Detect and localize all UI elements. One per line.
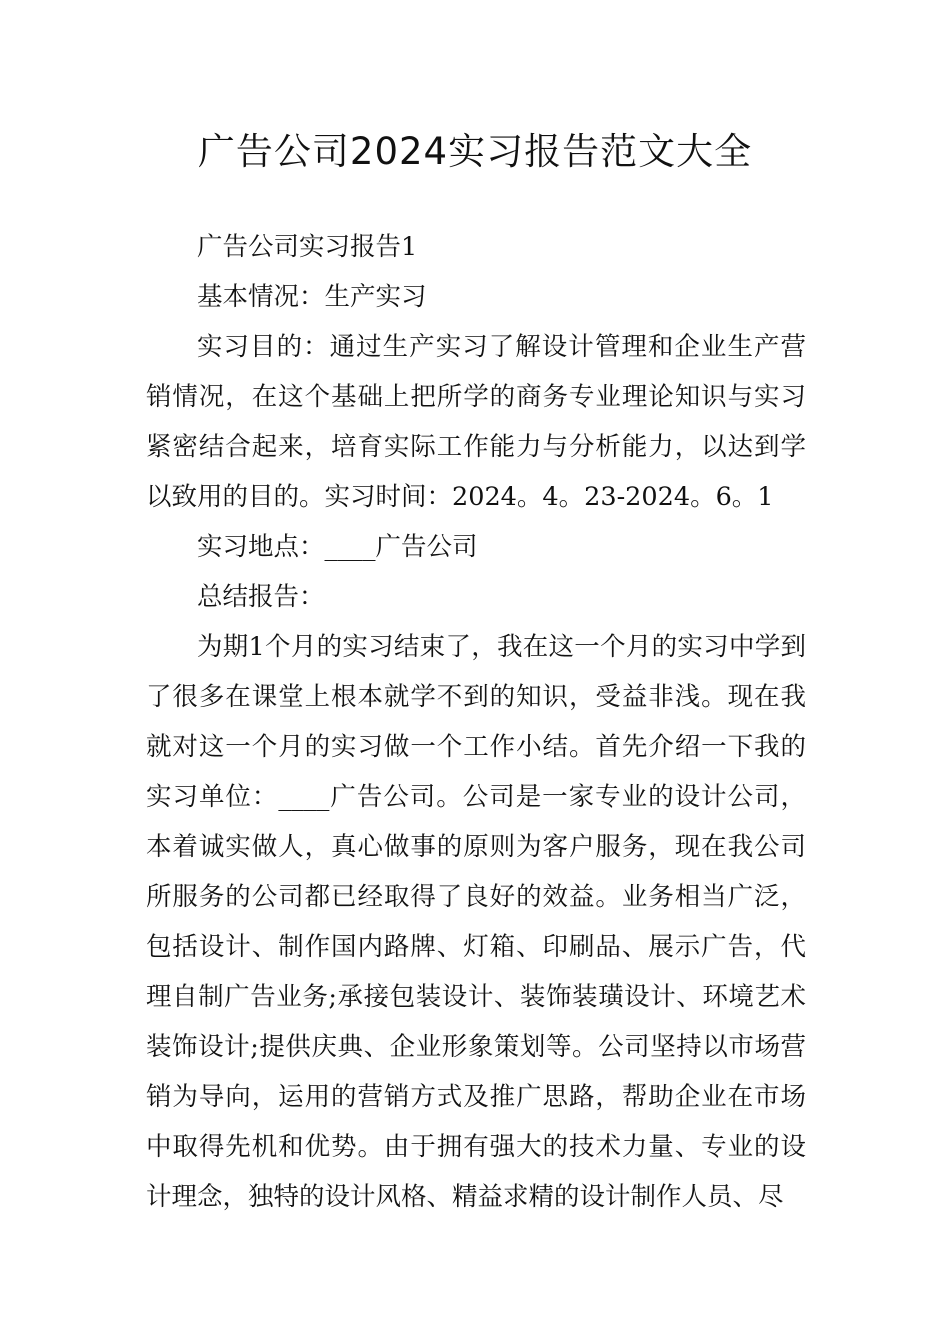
paragraph-report-heading: 广告公司实习报告1 (197, 232, 418, 262)
document-body (146, 222, 806, 1222)
paragraph-location: 实习地点：____广告公司 (197, 532, 478, 562)
paragraph-purpose: 实习目的：通过生产实习了解设计管理和企业生产营销情况，在这个基础上把所学的商务专业理论知识与实习紧密结合起来，培育实际工作能力与分析能力，以达到学以致用的目的。实习时间：2024。4。23-2024。6。1 (146, 332, 806, 512)
paragraph-basic-info: 基本情况：生产实习 (197, 282, 427, 312)
document-title: 广告公司2024实习报告范文大全 (197, 130, 753, 173)
paragraph-summary-body: 为期1个月的实习结束了，我在这一个月的实习中学到了很多在课堂上根本就学不到的知识，受益非浅。现在我就对这一个月的实习做一个工作小结。首先介绍一下我的实习单位：____广告公司。公司是一家专业的设计公司，本着诚实做人，真心做事的原则为客户服务，现在我公司所服务的公司都已经取得了良好的效益。业务相当广泛，包括设计、制作国内路牌、灯箱、印刷品、展示广告，代理自制广告业务;承接包装设计、装饰装璜设计、环境艺术装饰设计;提供庆典、企业形象策划等。公司坚持以市场营销为导向，运用的营销方式及推广思路，帮助企业在市场中取得先机和优势。由于拥有强大的技术力量、专业的设计理念，独特的设计风格、精益求精的设计制作人员、尽 (146, 632, 806, 1212)
paragraph-summary-heading: 总结报告： (197, 582, 325, 612)
